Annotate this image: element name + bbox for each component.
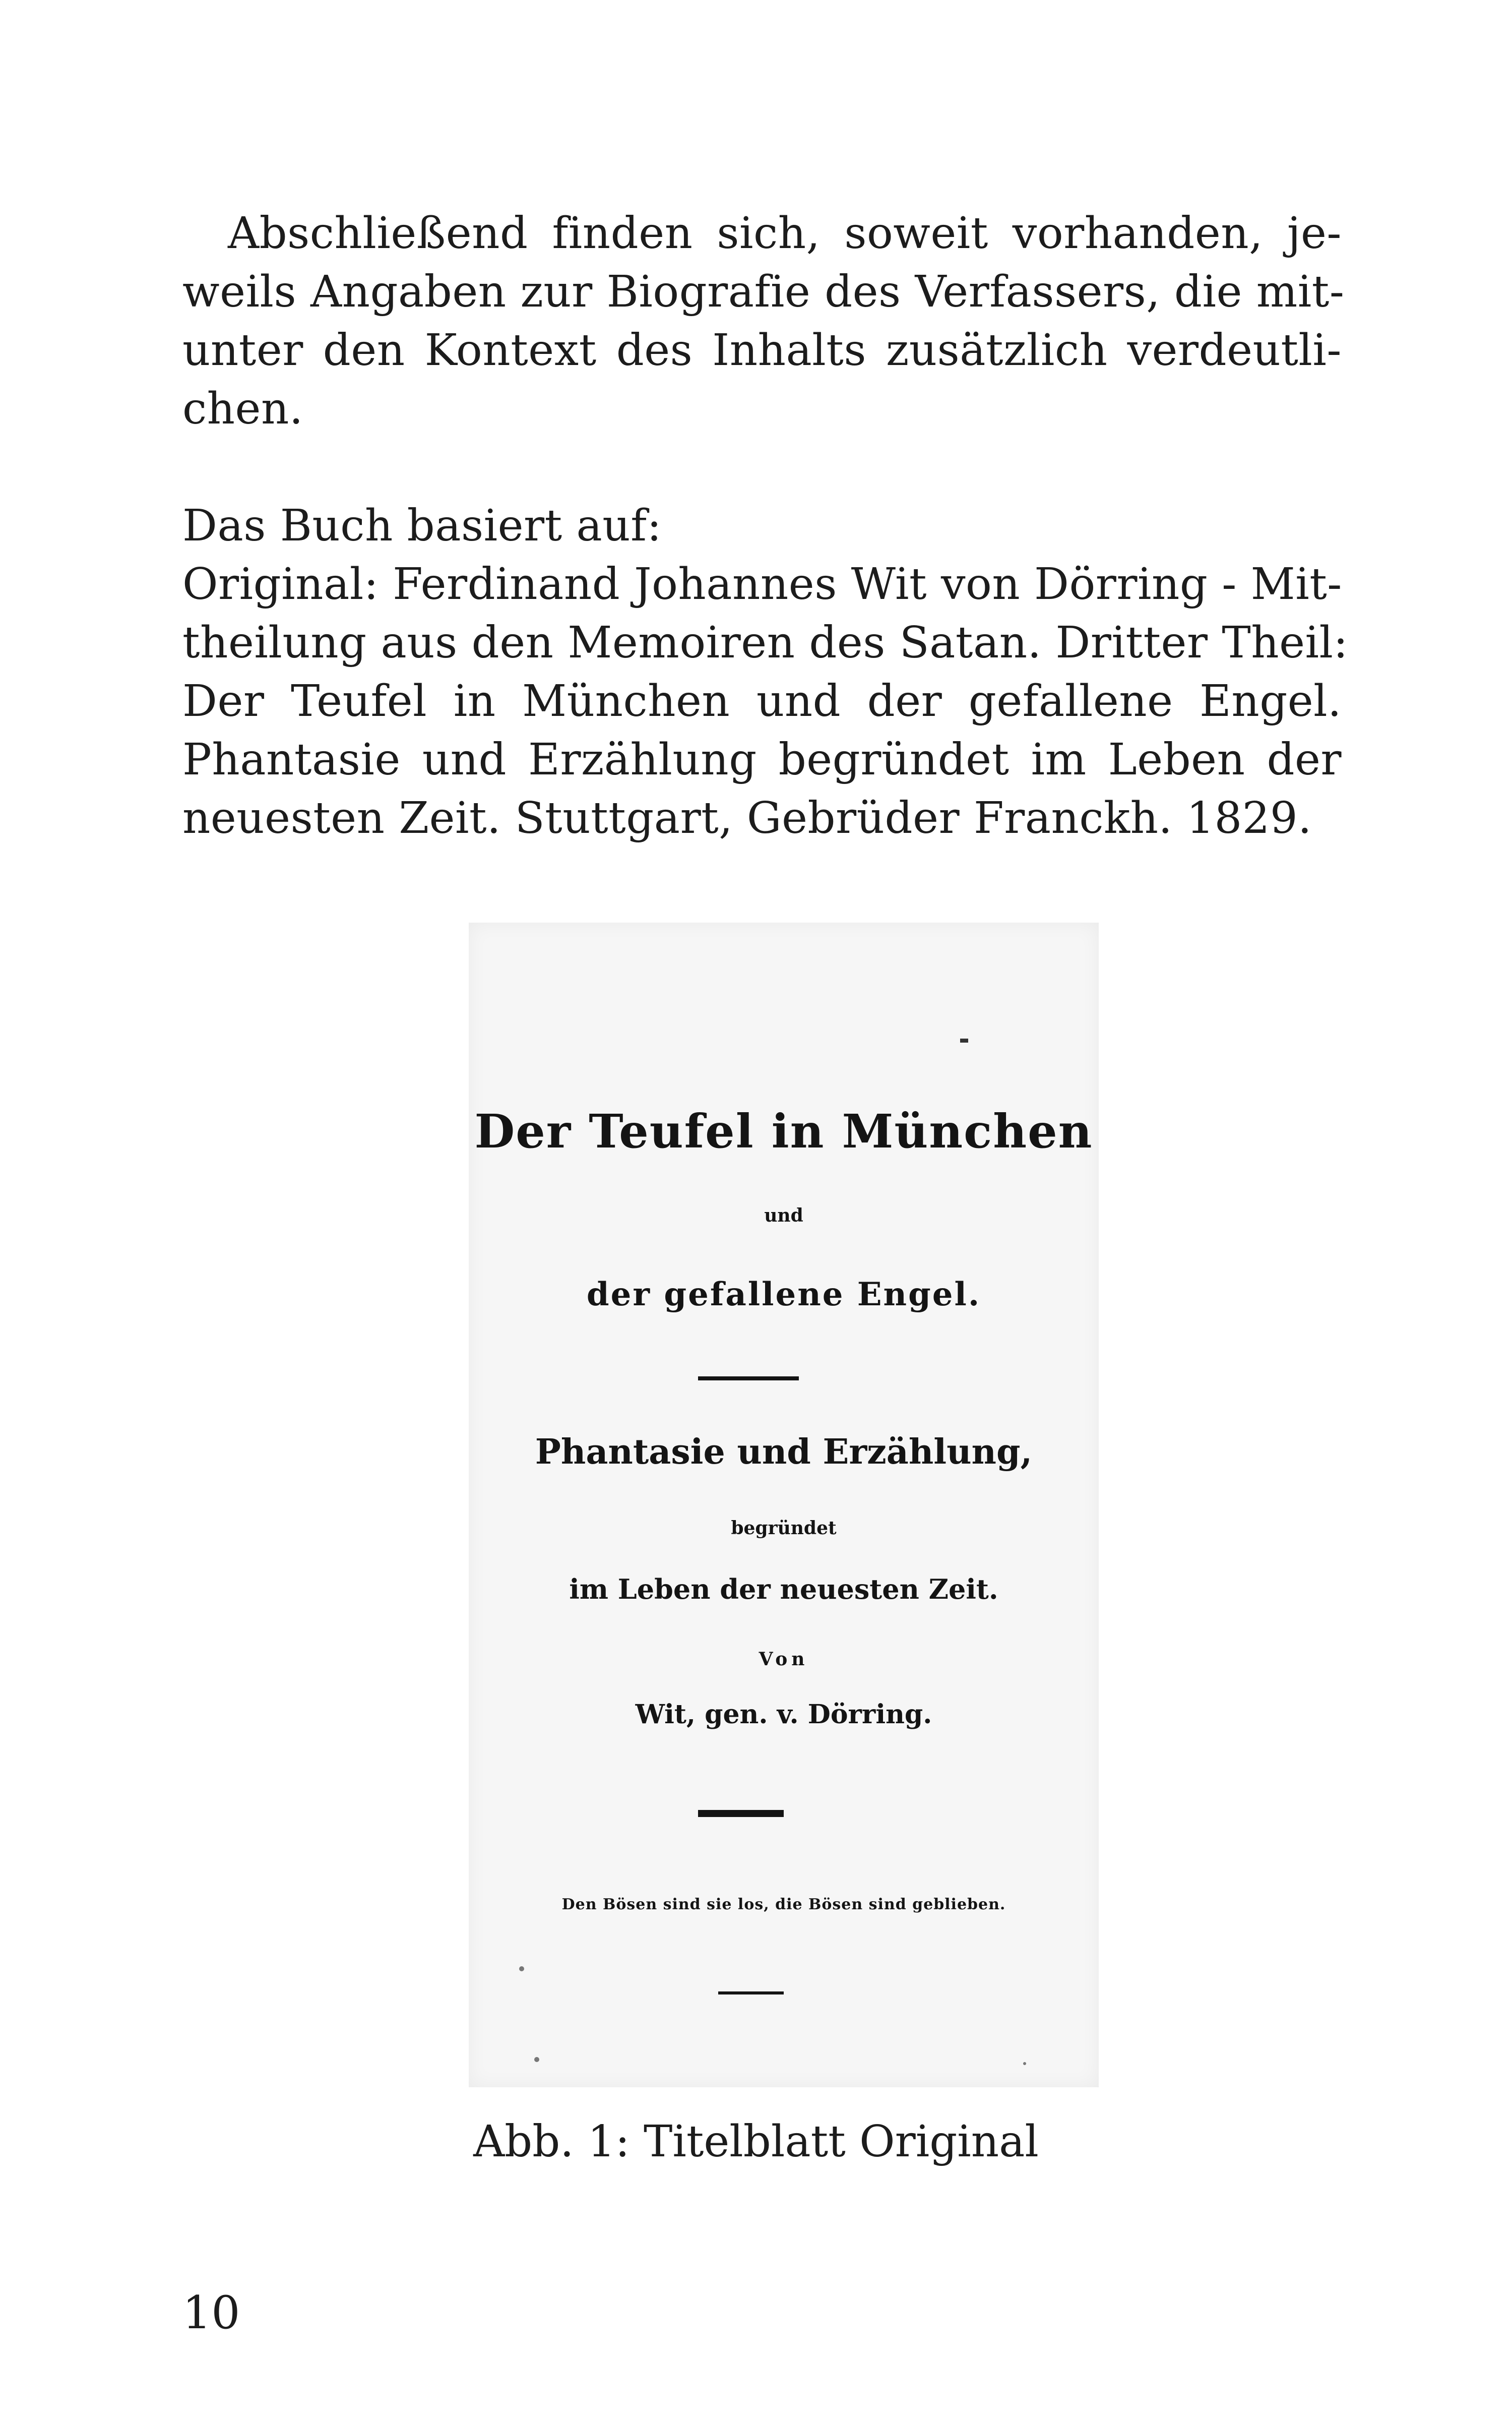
- body-text-line: Abschließend finden sich, soweit vorhanden, je-: [228, 208, 1342, 259]
- body-text-line: chen.: [182, 384, 303, 434]
- body-text-line: unter den Kontext des Inhalts zusätzlich verdeutli-: [182, 325, 1342, 376]
- paper-speck: [1023, 2062, 1026, 2065]
- figure-caption: Abb. 1: Titelblatt Original: [473, 2116, 1039, 2167]
- title-line-2: der gefallene Engel.: [586, 1276, 981, 1313]
- author: Wit, gen. v. Dörring.: [635, 1699, 932, 1730]
- motto: Den Bösen sind sie los, die Bösen sind geblieben.: [561, 1896, 1006, 1913]
- title-page-figure: [469, 923, 1099, 2087]
- divider-rule: [698, 1376, 799, 1380]
- decorative-mark: [960, 1039, 968, 1043]
- body-text-line: Der Teufel in München und der gefallene Engel.: [182, 676, 1342, 727]
- body-text-line: neuesten Zeit. Stuttgart, Gebrüder Franckh. 1829.: [182, 793, 1312, 843]
- subtitle-im-leben: im Leben der neuesten Zeit.: [569, 1573, 998, 1605]
- body-text-line: weils Angaben zur Biografie des Verfassers, die mit-: [182, 267, 1345, 317]
- paper-speck: [534, 2057, 539, 2062]
- subtitle-begruendet: begründet: [731, 1518, 837, 1539]
- body-text-line: Das Buch basiert auf:: [182, 501, 662, 551]
- title-line-1: Der Teufel in München: [474, 1104, 1093, 1159]
- body-text-line: Original: Ferdinand Johannes Wit von Dörring - Mit-: [182, 559, 1342, 610]
- subtitle: Phantasie und Erzählung,: [535, 1432, 1033, 1472]
- page-number: 10: [182, 2286, 240, 2339]
- decorative-mark: [718, 1991, 784, 1994]
- paper-speck: [519, 1966, 524, 1971]
- title-von: Von: [759, 1649, 809, 1670]
- body-text-line: theilung aus den Memoiren des Satan. Dritter Theil:: [182, 618, 1348, 668]
- title-und: und: [764, 1205, 803, 1226]
- body-text-line: Phantasie und Erzählung begründet im Leben der: [182, 735, 1342, 785]
- divider-rule-thick: [698, 1810, 784, 1817]
